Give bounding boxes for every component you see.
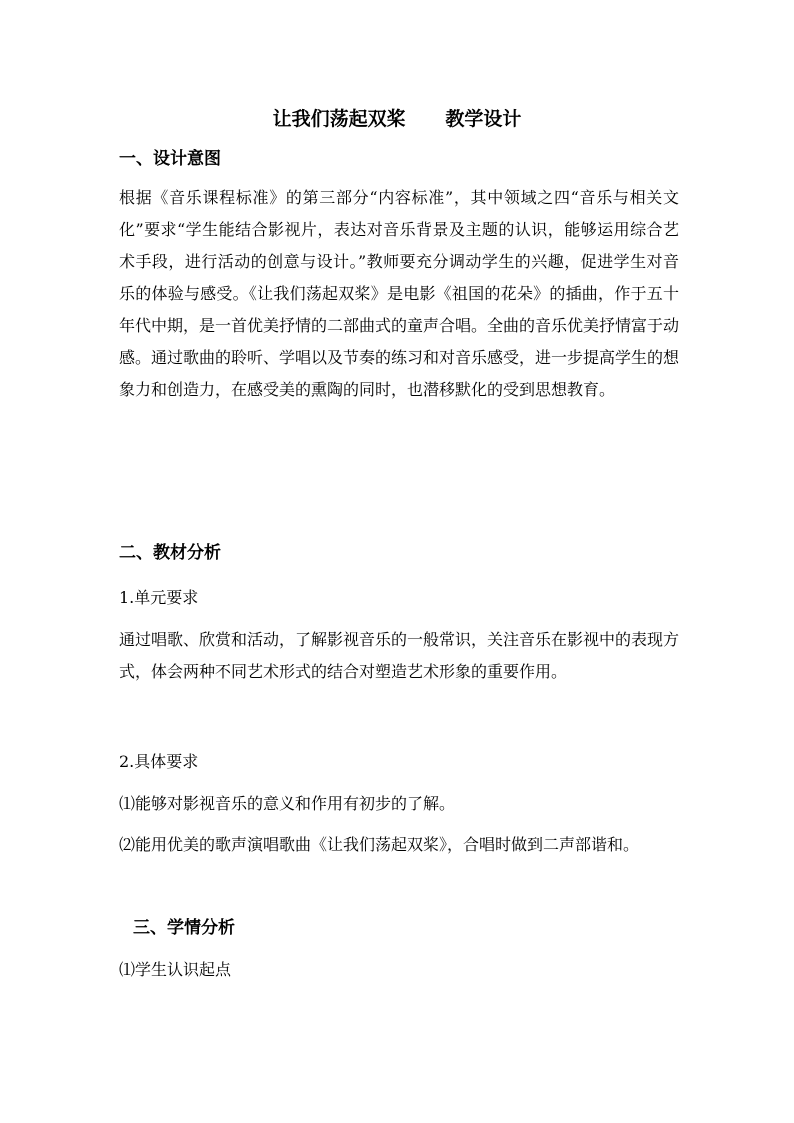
subheading-unit-requirements: 1.单元要求 <box>119 588 199 607</box>
section-heading-material-analysis: 二、教材分析 <box>119 543 221 563</box>
learner-item-1: ⑴学生认识起点 <box>119 960 232 979</box>
subheading-specific-requirements: 2.具体要求 <box>119 752 199 771</box>
section-heading-learner-analysis: 三、学情分析 <box>133 918 235 938</box>
document-title: 让我们荡起双桨 教学设计 <box>272 108 522 130</box>
unit-requirements-paragraph: 通过唱歌、欣赏和活动，了解影视音乐的一般常识，关注音乐在影视中的表现方式，体会两种不同艺术形式的结合对塑造艺术形象的重要作用。 <box>119 630 680 681</box>
requirement-item-1: ⑴能够对影视音乐的意义和作用有初步的了解。 <box>119 794 456 813</box>
section-heading-design-intent: 一、设计意图 <box>119 149 221 169</box>
design-intent-paragraph: 根据《音乐课程标准》的第三部分“内容标准”，其中领域之四“音乐与相关文化”要求“学生能结合影视片，表达对音乐背景及主题的认识，能够运用综合艺术手段，进行活动的创意与设计。”教师要充分调动学生的兴趣，促进学生对音乐的体验与感受。《让我们荡起双桨》是电影《祖国的花朵》的插曲，作于五十年代中期，是一首优美抒情的二部曲式的童声合唱。全曲的音乐优美抒情富于动感。通过歌曲的聆听、学唱以及节奏的练习和对音乐感受，进一步提高学生的想象力和创造力，在感受美的熏陶的同时，也潜移默化的受到思想教育。 <box>119 188 680 399</box>
requirement-item-2: ⑵能用优美的歌声演唱歌曲《让我们荡起双桨》，合唱时做到二声部谐和。 <box>119 835 640 854</box>
